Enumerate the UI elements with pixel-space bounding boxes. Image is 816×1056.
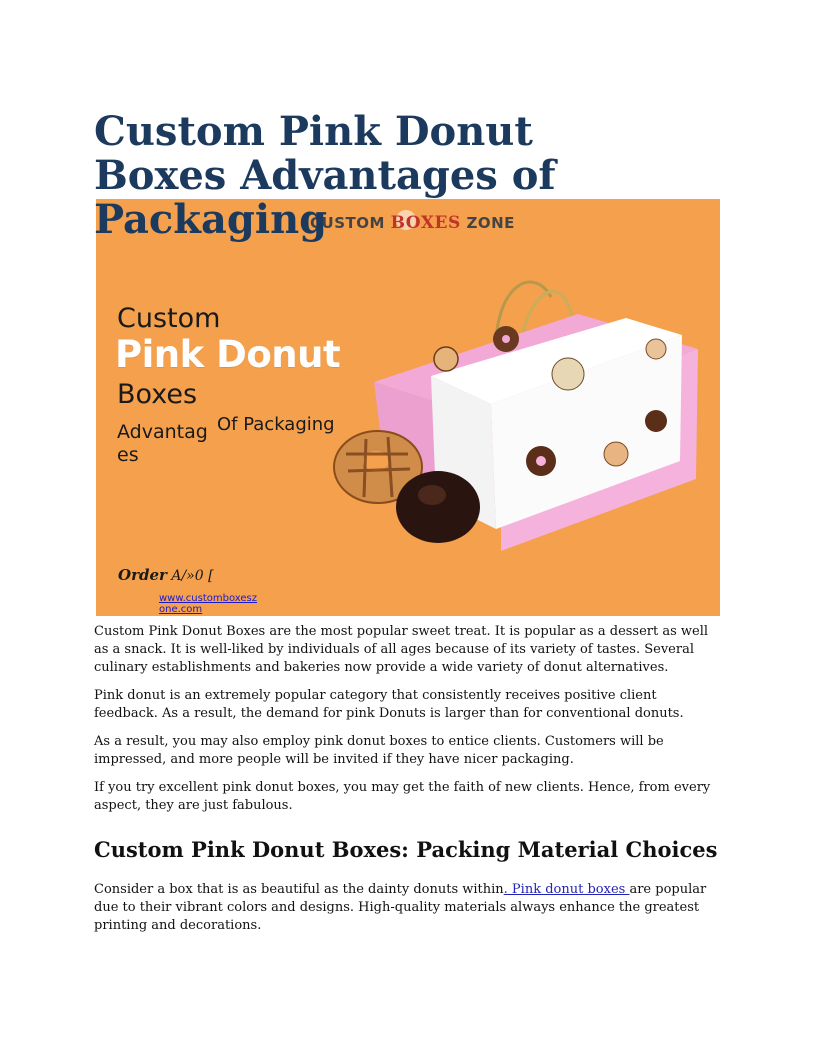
- side-donut-hole: [536, 456, 546, 466]
- paragraph-3: As a result, you may also employ pink donut boxes to entice clients. Customers will be impressed, and more people will be invited if they have nicer packaging.: [94, 734, 664, 767]
- chocolate-donut: [396, 471, 480, 543]
- banner-heading-pink-donut: Pink Donut: [115, 333, 341, 376]
- paragraph-5-rest: are popular due to their vibrant colors and designs. High-quality materials always enhance the greatest printing and decorations.: [94, 882, 707, 933]
- paragraph-5-lead: Consider a box that is as beautiful as the dainty donuts within: [94, 882, 504, 897]
- order-rest: A/»0 [: [166, 568, 214, 584]
- brand-prefix: CUSTOM: [310, 214, 391, 232]
- chocolate-donut-hole: [418, 485, 446, 505]
- side-donut-print: [645, 410, 667, 432]
- pink-donut-boxes-link[interactable]: . Pink donut boxes: [503, 882, 630, 897]
- paragraph-5: [94, 881, 724, 935]
- banner-heading-custom: Custom: [117, 303, 221, 334]
- section-heading-material-choices: Custom Pink Donut Boxes: Packing Material Choices: [94, 837, 718, 862]
- banner-order-text: [118, 566, 214, 584]
- paragraph-2: Pink donut is an extremely popular category that consistently receives positive client feedback. As a result, the demand for pink Donuts is larger than for conventional donuts.: [94, 688, 684, 721]
- lid-donut-hole: [502, 335, 510, 343]
- box-emblem: [552, 358, 584, 390]
- article-body: [94, 623, 724, 945]
- paragraph-1: Custom Pink Donut Boxes are the most popular sweet treat. It is popular as a dessert as well as a snack. It is well-liked by individuals of all ages because of its variety of tastes. Several culinary establishments and bakeries now provide a wide variety of donut alternatives.: [94, 624, 709, 675]
- brand-accent: BOXES: [390, 213, 461, 233]
- lid-donut-print: [434, 347, 458, 371]
- order-script-label: Order: [118, 566, 167, 584]
- banner-heading-of-packaging: Of Packaging: [217, 414, 335, 435]
- banner-heading-boxes: Boxes: [117, 379, 198, 410]
- hero-banner-image: [96, 199, 720, 616]
- brand-suffix: ZONE: [460, 214, 515, 232]
- side-donut-print: [604, 442, 628, 466]
- lid-donut-print: [646, 339, 666, 359]
- banner-website-link[interactable]: www.customboxeszone.com: [159, 593, 258, 615]
- banner-heading-advantages: Advantages: [117, 421, 208, 466]
- article-title: Custom Pink Donut Boxes Advantages of Packaging: [94, 108, 556, 243]
- paragraph-4: If you try excellent pink donut boxes, you may get the faith of new clients. Hence, from every aspect, they are just fabulous.: [94, 780, 711, 813]
